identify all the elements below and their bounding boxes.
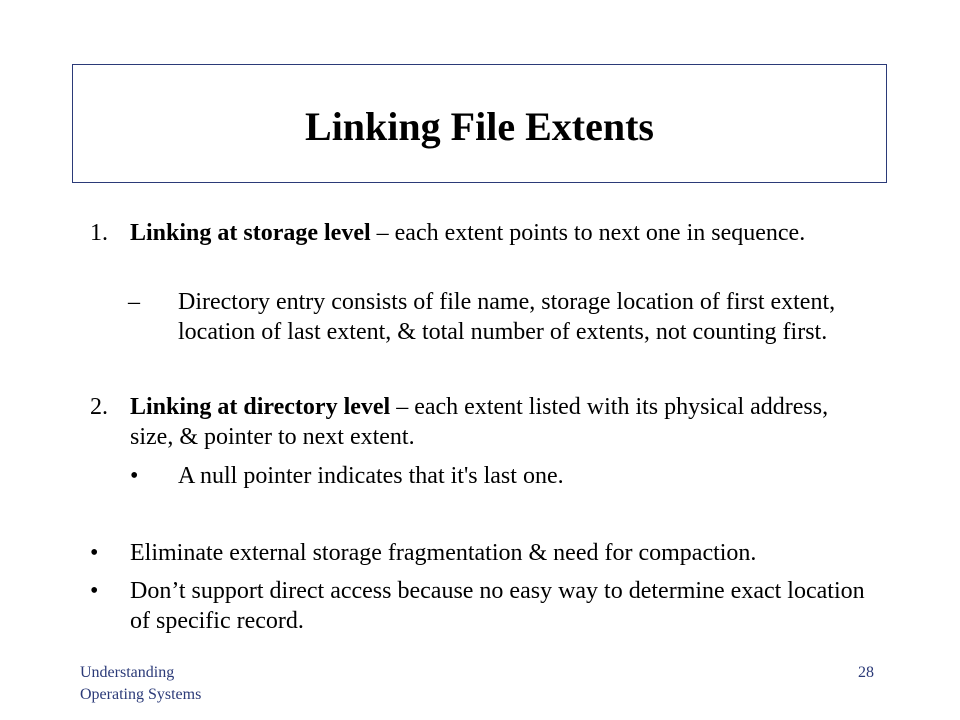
item-2-bold: Linking at directory level bbox=[130, 394, 391, 420]
bullet-2-text: Don’t support direct access because no easy way to determine exact location of specific record. bbox=[130, 578, 865, 634]
subitem-2-marker: • bbox=[130, 463, 139, 489]
subitem-1-text: Directory entry consists of file name, storage location of first extent, location of last extent, & total number of extents, not counting first. bbox=[178, 289, 836, 345]
subitem-2-text: A null pointer indicates that it's last one. bbox=[178, 463, 564, 489]
item-2-marker: 2. bbox=[90, 394, 108, 420]
item-2-rest: – each extent listed with its physical address, size, & pointer to next extent. bbox=[130, 394, 829, 450]
item-1-text bbox=[130, 218, 830, 248]
page-number: 28 bbox=[858, 664, 874, 681]
footer-line-2: Operating Systems bbox=[80, 686, 202, 703]
bullet-1-marker: • bbox=[90, 540, 99, 566]
bullet-2-marker: • bbox=[90, 578, 99, 604]
item-1-marker: 1. bbox=[90, 220, 108, 246]
item-1-rest: – each extent points to next one in sequence. bbox=[370, 220, 806, 246]
slide-title: Linking File Extents bbox=[305, 104, 654, 149]
item-2-text bbox=[130, 392, 830, 452]
title-box bbox=[72, 64, 887, 183]
bullet-1-text: Eliminate external storage fragmentation & need for compaction. bbox=[130, 540, 757, 566]
subitem-1-marker: – bbox=[128, 289, 140, 315]
footer-course-name bbox=[80, 662, 201, 706]
item-1-bold: Linking at storage level bbox=[130, 220, 371, 246]
footer-line-1: Understanding bbox=[80, 664, 175, 681]
